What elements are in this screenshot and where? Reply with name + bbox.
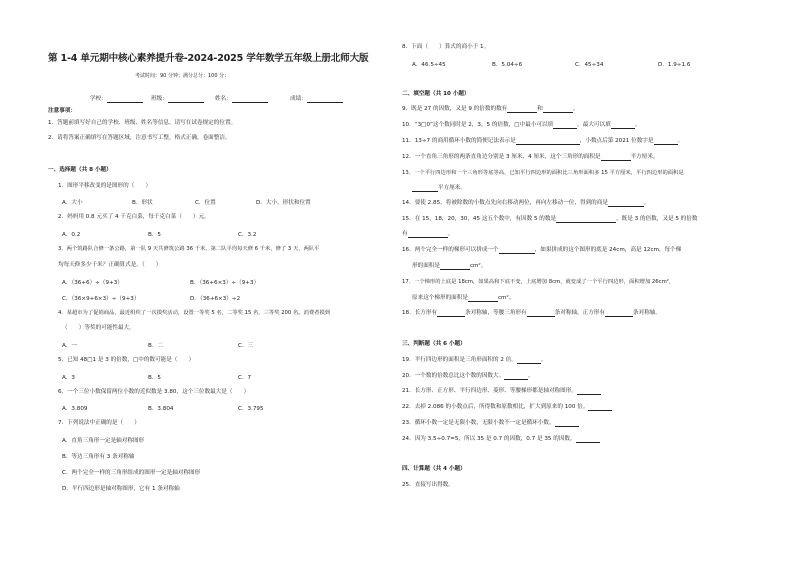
- q8-stem: 8．下面（ ）算式的商小于 1。: [402, 44, 490, 50]
- q4-option-c: C．三: [238, 343, 254, 349]
- q6-stem: 6．一个三位小数保留两位小数的近似数是 3.80，这个三位数最大是（ ）: [58, 389, 250, 395]
- q20: 20．一个数的倍数总比这个数的因数大。 。: [402, 373, 534, 379]
- q25: 25．直接写出得数。: [402, 482, 454, 488]
- exam-info: 考试时间：90 分钟；满分总分：100 分；: [135, 73, 230, 79]
- q17-line2: 原来这个梯形的面积是 cm²。: [412, 295, 515, 301]
- q19: 19．平行四边形的面积是三角形面积的 2 倍。 。: [402, 357, 547, 363]
- q7-option-b: B．等边三角形有 3 条对称轴: [62, 454, 135, 460]
- q2-stem: 2．妈妈用 0.8 元买了 4 千克白菜，每千克白菜（ ）元。: [58, 214, 210, 220]
- q13-line2: 平方厘米。: [412, 185, 466, 192]
- field-name: 姓名：: [215, 96, 268, 103]
- q4-option-a: A．一: [62, 343, 78, 349]
- q10: 10．“3□0”这个数同时是 2，3，5 的倍数，□中最小可以填 ，最大可以填 。: [402, 122, 641, 128]
- q11: 11．13÷7 的商用循环小数的简便记法表示是 ，小数点后第 2021 位数字是 。: [402, 138, 684, 144]
- q24: 24．因为 3.5÷0.7=5，所以 35 是 0.7 的因数，0.7 是 35 的因数。: [402, 436, 600, 443]
- q16-line1: 16．两个完全一样的梯形可以拼成一个 ，如果拼成的这个图形的底是 24cm，高是 12cm，每个梯: [402, 247, 682, 253]
- q16-line2: 形的面积是 cm²。: [412, 263, 487, 269]
- section-judge: 三、判断题（共 6 小题）: [402, 341, 466, 347]
- q3-option-a: A．（36+6）÷（9+3）: [62, 280, 123, 286]
- q8-option-d: D．1.9÷1.6: [658, 62, 691, 68]
- q3-stem-line2: 均每天修多少千米？正确算式是。（ ）: [58, 262, 162, 268]
- q7-stem: 7．下列说法中正确的是（ ）: [58, 420, 140, 426]
- q5-option-b: B．5: [148, 375, 161, 381]
- section-choice: 一、选择题（共 8 小题）: [48, 167, 112, 173]
- q3-option-d: D．（36+6×3）÷2: [190, 296, 241, 302]
- q21: 21．长方形、正方形、平行四边形、菱形、等腰梯形都是轴对称图形。: [402, 388, 601, 395]
- q1-option-c: C．位置: [195, 200, 216, 206]
- section-fill: 二、填空题（共 10 小题）: [402, 91, 470, 97]
- q12: 12．一个直角三角形的两条直角边分别是 3 厘米、4 厘米，这个三角形的面积是 平方厘米。: [402, 154, 659, 160]
- q1-option-d: D．大小、形状和位置: [256, 200, 311, 206]
- q14: 14．要使 2.85，将被除数的小数点先向右移动两位，再向左移动一位，得到的商是 。: [402, 200, 650, 206]
- q1-option-a: A．大小: [62, 200, 83, 206]
- q3-option-b: B．（36+6×3）÷（9+3）: [190, 280, 260, 286]
- q15-line1: 15．在 15，18，20，30，45 这五个数中，有因数 5 的数是 ，既是 3 的倍数，又是 5 的倍数: [402, 216, 698, 222]
- exam-title: 第 1-4 单元期中核心素养提升卷-2024-2025 学年数学五年级上册北师大版: [48, 53, 369, 64]
- q3-option-c: C．（36×9+6×3）÷（9+3）: [62, 296, 140, 302]
- q5-stem: 5．已知 48□1 是 3 的倍数，□中的数可能是（ ）: [58, 357, 195, 363]
- q3-stem-line1: 3．两个筑路队合修一条公路，第一队 9 天共修筑公路 36 千米，第二队平均每天修 6 千米，修了 3 天，两队平: [58, 246, 320, 252]
- notes-heading: 注意事项：: [48, 108, 76, 114]
- section-calc: 四、计算题（共 4 小题）: [402, 466, 466, 472]
- field-school: 学校：: [90, 96, 143, 103]
- q7-option-c: C．两个完全一样的三角形组成的图形一定是轴对称图形: [62, 470, 201, 476]
- q18: 18．长方形有 条对称轴，等腰三角形有 条对称轴，正方形有 条对称轴。: [402, 310, 661, 316]
- q17-line1: 17．一个梯形的上底是 18cm，如果高和下底不变，上底增加 8cm，就变成了一个平行四边形，面积增加 26cm²，: [402, 279, 675, 285]
- field-score: 成绩：: [290, 96, 343, 103]
- q1-option-b: B．形状: [132, 200, 153, 206]
- field-class: 班级：: [151, 96, 204, 103]
- q23: 23．循环小数一定是无限小数，无限小数不一定是循环小数。: [402, 420, 579, 427]
- q8-option-c: C．45÷34: [575, 62, 604, 68]
- q4-option-b: B．二: [148, 343, 164, 349]
- q7-option-a: A．直角三角形一定是轴对称图形: [62, 438, 145, 444]
- q6-option-b: B．3.804: [148, 406, 174, 412]
- note-2: 2．请将答案正确填写在答题区域，注意书写工整，格式正确，卷面整洁。: [48, 135, 231, 141]
- q22: 22．去掉 2.086 的小数点后，所得数和原数相比，扩大到原来的 100 倍。: [402, 404, 612, 411]
- q1-stem: 1．图形平移改变的是图形的（ ）: [58, 183, 152, 189]
- q9: 9．既是 27 的因数，又是 9 的倍数的数有 和 。: [402, 106, 579, 112]
- q2-option-b: B．5: [148, 232, 161, 238]
- q8-option-a: A．46.5÷45: [412, 62, 446, 68]
- q4-stem-line2: （ ）等奖的可能性最大。: [62, 325, 135, 331]
- q4-stem-line1: 4．某超市为了促销商品，最近组织了一次摸奖活动，设置一等奖 5 名，二等奖 15 名，三等奖 200 名。消费者摸到: [58, 310, 331, 316]
- q6-option-c: C．3.795: [238, 406, 264, 412]
- q5-option-a: A．3: [62, 375, 75, 381]
- q2-option-a: A．0.2: [62, 232, 81, 238]
- q5-option-c: C．7: [238, 375, 252, 381]
- q13-line1: 13．一个平行四边形和一个三角形等底等高，已知平行四边形的面积比三角形面积多 15 平方厘米，平行四边形的面积是: [402, 170, 684, 176]
- q8-option-b: B．5.04÷6: [492, 62, 523, 68]
- q7-option-d: D．平行四边形是轴对称图形，它有 1 条对称轴: [62, 486, 180, 492]
- q2-option-c: C．3.2: [238, 232, 257, 238]
- note-1: 1．答题前填写好自己的学校、班级、姓名等信息，请写在试卷规定的位置。: [48, 120, 237, 126]
- q6-option-a: A．3.809: [62, 406, 88, 412]
- q15-line2: 有 。: [402, 231, 454, 237]
